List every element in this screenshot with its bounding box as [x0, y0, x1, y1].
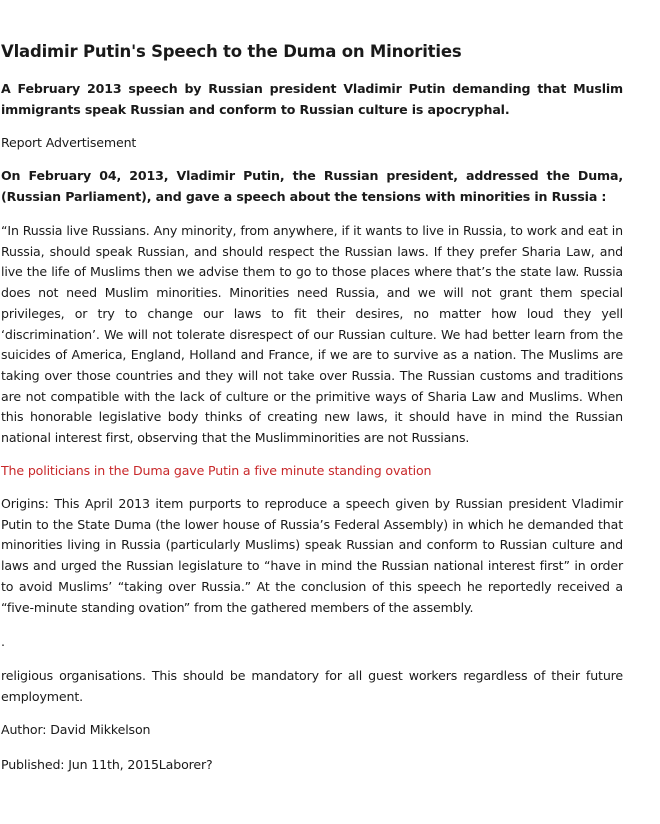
article-intro: On February 04, 2013, Vladimir Putin, the Russian president, addressed the Duma, (Russian Parliament), and gave a speech about the tensions with minorities in Russia : — [1, 168, 623, 204]
origins-paragraph: Origins: This April 2013 item purports to reproduce a speech given by Russian president Vladimir Putin to the State Duma (the lower house of Russia’s Federal Assembly) in which he demanded that minorities living in Russia (particularly Muslims) speak Russian and conform to Russian culture and laws and urged the Russian legislature to “have in mind the Russian national interest first” in order to avoid Muslims’ “taking over Russia.” At the conclusion of this speech he reportedly received a “five-minute standing ovation” from the gathered members of the assembly. — [1, 496, 623, 615]
ovation-highlight: The politicians in the Duma gave Putin a five minute standing ovation — [1, 463, 432, 478]
religious-paragraph: religious organisations. This should be mandatory for all guest workers regardless of their future employment. — [1, 668, 623, 704]
article-summary: A February 2013 speech by Russian president Vladimir Putin demanding that Muslim immigrants speak Russian and conform to Russian culture is apocryphal. — [1, 81, 623, 117]
author-line: Author: David Mikkelson — [1, 722, 151, 737]
published-line: Published: Jun 11th, 2015Laborer? — [1, 757, 213, 772]
speech-quote: “In Russia live Russians. Any minority, from anywhere, if it wants to live in Russia, to work and eat in Russia, should speak Russian, and should respect the Russian laws. If they prefer Sharia Law, and live the life of Muslims then we advise them to go to those places where that’s the state law. Russia does not need Muslim minorities. Minorities need Russia, and we will not grant them special privileges, or try to change our laws to fit their desires, no matter how loud they yell ‘discrimination’. We will not tolerate disrespect of our Russian culture. We had better learn from the suicides of America, England, Holland and France, if we are to survive as a nation. The Muslims are taking over those countries and they will not take over Russia. The Russian customs and traditions are not compatible with the lack of culture or the primitive ways of Sharia Law and Muslims. When this honorable legislative body thinks of creating new laws, it should have in mind the Russian national interest first, observing that the Muslimminorities are not Russians. — [1, 223, 623, 446]
article-title: Vladimir Putin's Speech to the Duma on Minorities — [1, 42, 462, 61]
report-advertisement-link[interactable]: Report Advertisement — [1, 135, 137, 150]
separator-dot: . — [1, 634, 5, 649]
